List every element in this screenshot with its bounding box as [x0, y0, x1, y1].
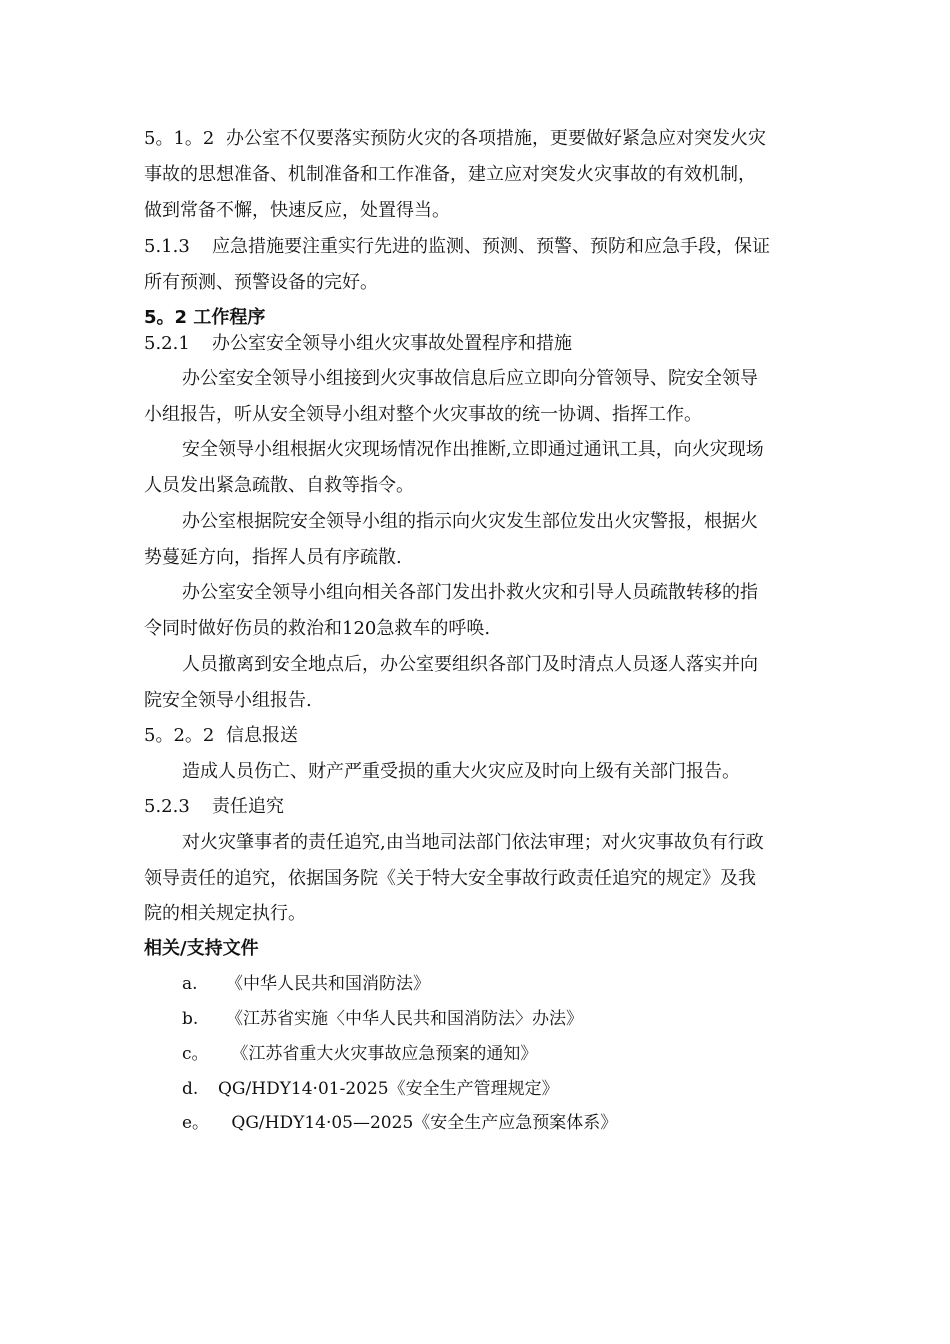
- section-number: 5。1。2: [144, 128, 215, 149]
- section-title: 办公室安全领导小组火灾事故处置程序和措施: [212, 333, 572, 354]
- section-number: 5.2.3: [144, 796, 190, 817]
- list-marker: b.: [182, 1009, 199, 1029]
- section-5-1-2-line-3: 做到常备不懈，快速反应，处置得当。: [144, 200, 450, 221]
- section-5-2-3-title: [144, 796, 284, 818]
- list-item: [182, 1043, 537, 1065]
- section-5-2-heading: 5。2 工作程序: [144, 307, 266, 328]
- paragraph-text: 办公室不仅要落实预防火灾的各项措施，更要做好紧急应对突发火灾: [226, 128, 766, 149]
- paragraph-text: 应急措施要注重实行先进的监测、预测、预警、预防和应急手段，保证: [212, 236, 770, 257]
- section-number: 5.2.1: [144, 333, 190, 354]
- paragraph-line: 人员撤离到安全地点后，办公室要组织各部门及时清点人员逐人落实并向: [182, 654, 758, 675]
- paragraph-line: 安全领导小组根据火灾现场情况作出推断,立即通过通讯工具，向火灾现场: [182, 439, 764, 460]
- list-item: [182, 1112, 617, 1134]
- list-marker: c。: [182, 1044, 209, 1064]
- paragraph-line: 办公室安全领导小组接到火灾事故信息后应立即向分管领导、院安全领导: [182, 368, 758, 389]
- section-number: 5.1.3: [144, 236, 190, 257]
- section-5-1-3-line-2: 所有预测、预警设备的完好。: [144, 272, 378, 293]
- list-marker: e。: [182, 1113, 210, 1133]
- section-title: 责任追究: [212, 796, 284, 817]
- paragraph-line: 造成人员伤亡、财产严重受损的重大火灾应及时向上级有关部门报告。: [182, 761, 740, 782]
- section-5-2-2-title: [144, 725, 298, 747]
- section-title: 信息报送: [226, 725, 298, 746]
- list-item-text: QG/HDY14·01-2025《安全生产管理规定》: [218, 1079, 559, 1099]
- related-files-heading: 相关/支持文件: [144, 938, 259, 959]
- list-item: [182, 1078, 559, 1100]
- section-5-2-1-title: [144, 333, 572, 355]
- list-item-text: QG/HDY14·05—2025《安全生产应急预案体系》: [226, 1113, 618, 1133]
- paragraph-line: 领导责任的追究，依据国务院《关于特大安全事故行政责任追究的规定》及我: [144, 868, 756, 889]
- section-5-1-3-line-1: [144, 236, 770, 258]
- section-5-1-2-line-2: 事故的思想准备、机制准备和工作准备，建立应对突发火灾事故的有效机制，: [144, 164, 756, 185]
- list-item-text: 《中华人民共和国消防法》: [226, 974, 430, 994]
- paragraph-line: 办公室根据院安全领导小组的指示向火灾发生部位发出火灾警报，根据火: [182, 511, 758, 532]
- list-item-text: 《江苏省实施〈中华人民共和国消防法〉办法》: [226, 1009, 583, 1029]
- paragraph-line: 院的相关规定执行。: [144, 903, 306, 924]
- list-marker: d.: [182, 1079, 199, 1099]
- paragraph-line: 对火灾肇事者的责任追究,由当地司法部门依法审理；对火灾事故负有行政: [182, 832, 764, 853]
- list-item-text: 《江苏省重大火灾事故应急预案的通知》: [226, 1044, 538, 1064]
- list-marker: a.: [182, 974, 198, 994]
- section-5-1-2-line-1: [144, 128, 766, 150]
- paragraph-line: 院安全领导小组报告.: [144, 690, 312, 711]
- list-item: [182, 973, 430, 995]
- paragraph-line: 势蔓延方向，指挥人员有序疏散.: [144, 547, 402, 568]
- section-number: 5。2。2: [144, 725, 215, 746]
- paragraph-line: 令同时做好伤员的救治和120急救车的呼唤.: [144, 618, 491, 639]
- list-item: [182, 1008, 583, 1030]
- paragraph-line: 人员发出紧急疏散、自救等指令。: [144, 475, 414, 496]
- paragraph-line: 办公室安全领导小组向相关各部门发出扑救火灾和引导人员疏散转移的指: [182, 582, 758, 603]
- paragraph-line: 小组报告，听从安全领导小组对整个火灾事故的统一协调、指挥工作。: [144, 404, 702, 425]
